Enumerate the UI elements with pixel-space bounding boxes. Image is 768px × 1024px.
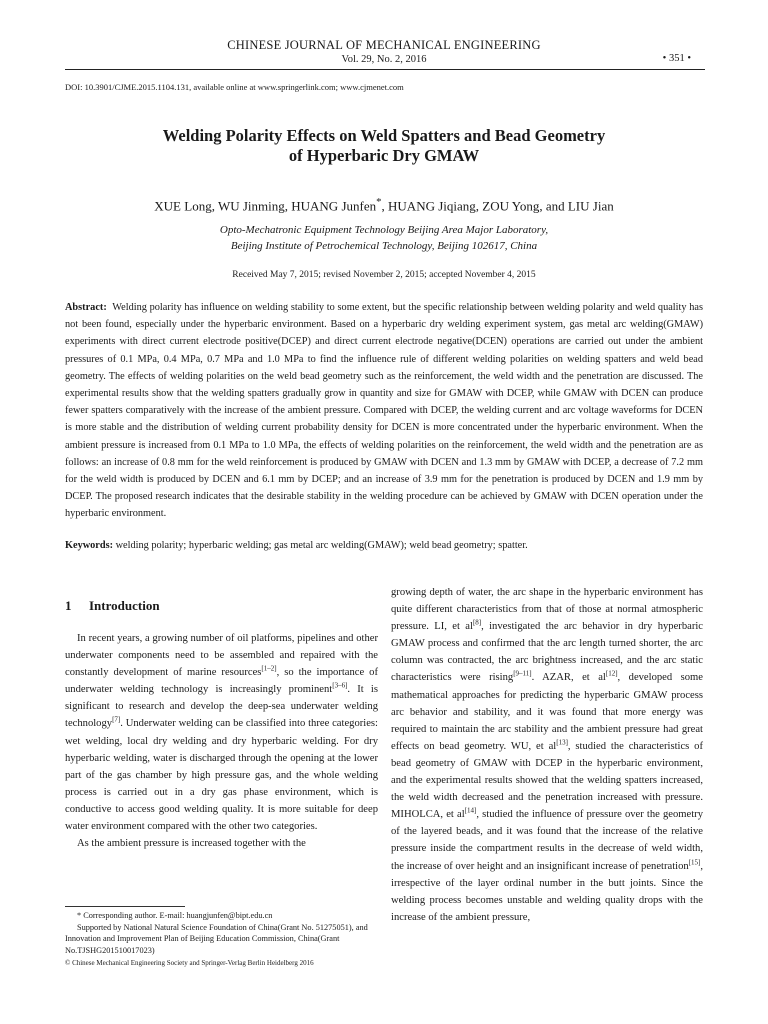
text-run: . It is significant to research and develop the deep-sea underwater welding technology bbox=[65, 684, 378, 730]
authors-part-1: XUE Long, WU Jinming, HUANG Junfen bbox=[154, 198, 377, 214]
affiliation-line-1: Opto-Mechatronic Equipment Technology Beijing Area Major Laboratory, bbox=[219, 224, 549, 236]
funding-note: Supported by National Natural Science Foundation of China(Grant No. 51275051), and Innovation and Improvement Plan of Beijing Education Commission, China(Grant No.TJSHG201510017023) bbox=[65, 922, 368, 955]
received-dates: Received May 7, 2015; revised November 2, 2015; accepted November 4, 2015 bbox=[232, 270, 536, 280]
citation-ref: [14] bbox=[464, 806, 477, 815]
citation-ref: [1–2] bbox=[261, 664, 277, 673]
left-column bbox=[65, 598, 378, 852]
keywords bbox=[65, 538, 703, 554]
corresponding-star: * bbox=[376, 196, 382, 208]
text-run: , so the importance of underwater welding technology is increasingly prominent bbox=[65, 667, 378, 696]
footnote-rule bbox=[65, 906, 185, 907]
text-run: , studied the influence of pressure over the geometry of the layered beads, and it was found that the increase of the relative pressure inside the compartment results in the decrease of weld width, the increase of over height and an insignificant increase of penetration bbox=[391, 809, 704, 872]
text-run: In recent years, a growing number of oil platforms, pipelines and other underwater components need to be assembled and repaired with the constantly development of marine resources bbox=[65, 633, 378, 679]
citation-ref: [12] bbox=[605, 669, 618, 678]
keywords-text: welding polarity; hyperbaric welding; gas metal arc welding(GMAW); weld bead geometry; spatter. bbox=[115, 540, 528, 551]
journal-name: CHINESE JOURNAL OF MECHANICAL ENGINEERING bbox=[227, 38, 541, 52]
author-list bbox=[0, 196, 768, 214]
abstract bbox=[65, 299, 703, 523]
section-heading-introduction bbox=[65, 598, 378, 614]
affiliation bbox=[0, 222, 768, 254]
intro-paragraph-1 bbox=[65, 630, 378, 835]
intro-paragraph-2-continued bbox=[391, 584, 703, 926]
citation-ref: [8] bbox=[472, 618, 482, 627]
doi-line: DOI: 10.3901/CJME.2015.1104.131, available online at www.springerlink.com; www.cjmenet.com bbox=[65, 82, 404, 92]
footnotes bbox=[65, 910, 378, 970]
citation-ref: [7] bbox=[112, 715, 121, 724]
text-run: , investigated the arc behavior in dry hyperbaric GMAW process and confirmed that the arc length turned shorter, the arc column was contracted, the arc brightness increased, and the arc static characteristics were rising bbox=[391, 621, 703, 684]
text-run: . AZAR, et al bbox=[531, 672, 606, 684]
affiliation-line-2: Beijing Institute of Petrochemical Technology, Beijing 102617, China bbox=[230, 240, 538, 252]
title-line-2: of Hyperbaric Dry GMAW bbox=[288, 146, 480, 165]
keywords-label: Keywords: bbox=[65, 540, 114, 551]
page-number: • 351 • bbox=[662, 53, 691, 64]
section-number: 1 bbox=[65, 598, 72, 613]
right-column bbox=[391, 584, 703, 926]
header-rule bbox=[65, 69, 705, 70]
citation-ref: [13] bbox=[556, 738, 568, 747]
text-run: . Underwater welding can be classified into three categories: wet welding, local dry welding and dry hyperbaric welding. For dry hyperbaric welding, water is discharged through the opening at the lower part of the gas chamber by high pressure gas, and the whole welding process is carried out in a dry gas phase environment, which is conductive to access good welding quality. It is more suitable for deep water environment compared with the other two categories. bbox=[65, 718, 378, 833]
intro-paragraph-2-start: As the ambient pressure is increased together with the bbox=[77, 838, 306, 850]
title-line-1: Welding Polarity Effects on Weld Spatters and Bead Geometry bbox=[162, 126, 606, 145]
paper-title bbox=[0, 126, 768, 166]
citation-ref: [15] bbox=[688, 857, 701, 866]
citation-ref: [3–6] bbox=[332, 681, 348, 690]
text-run: , developed some mathematical approaches for predicting the hyperbaric GMAW process arc behavior and stability, and it was found that more energy was required to maintain the arc stability and the ambient pressure had great effects on bead geometry. WU, et al bbox=[391, 672, 703, 752]
abstract-text: Welding polarity has influence on welding stability to some extent, but the specific relationship between welding polarity and weld quality has not been found, especially under the hyperbaric environment. Based on a hyperbaric dry welding experiment system, gas metal arc welding(GMAW) experiments with direct current electrode positive(DCEP) and direct current electrode negative(DCEN) operations are carried out under the ambient pressures of 0.1 MPa, 0.4 MPa, 0.7 MPa and 1.0 MPa to find the influence rule of different welding polarities on welding spatters and weld bead geometry. The effects of welding polarities on the weld bead geometry such as the reinforcement, the weld width and the penetration are discussed. The experimental results show that the welding spatters gradually grow in quantity and size for GMAW with DCEP, while GMAW with DCEN can produce fewer spatters comparatively with the increase of the ambient pressure. Compared with DCEP, the welding current and arc voltage waveforms for DCEN is more stable and the distribution of welding current probability density for DCEN is more concentrated under the hyperbaric environment. When the ambient pressure is increased from 0.1 MPa to 1.0 MPa, the effects of welding polarities on the reinforcement, the weld width and the penetration are as follows: an increase of 0.8 mm for the weld reinforcement is produced by GMAW with DCEN and 1.3 mm by GMAW with DCEP, a decrease of 7.2 mm for the weld width is produced by DCEN and 6.1 mm by DCEP; and an increase of 3.9 mm for the penetration is produced by DCEN and 1.9 mm by DCEP. The proposed research indicates that the desirable stability in the welding procedure can be achieved by GMAW with DCEN operation under the hyperbaric environment. bbox=[65, 302, 703, 520]
citation-ref: [9–11] bbox=[513, 669, 532, 678]
text-run: , irrespective of the layer ordinal number in the butt joints. Since the welding process becomes unstable and welding quality drops with the increase of the ambient pressure, bbox=[391, 860, 704, 923]
copyright-note: © Chinese Mechanical Engineering Society and Springer-Verlag Berlin Heidelberg 2016 bbox=[65, 959, 314, 967]
corresponding-author-note: * Corresponding author. E-mail: huangjunfen@bipt.edu.cn bbox=[77, 911, 273, 920]
volume-info: Vol. 29, No. 2, 2016 bbox=[341, 54, 427, 65]
abstract-label: Abstract: bbox=[65, 302, 107, 313]
authors-part-2: , HUANG Jiqiang, ZOU Yong, and LIU Jian bbox=[381, 198, 614, 214]
section-title: Introduction bbox=[89, 598, 160, 613]
text-run: growing depth of water, the arc shape in the hyperbaric environment has quite different characteristics from that of those at normal atmospheric pressure. LI, et al bbox=[391, 587, 703, 633]
text-run: , studied the characteristics of bead geometry of GMAW with DCEP in the hyperbaric environment, and the experimental results showed that the welding spatters increased, the weld width decreased and the penetration increased with pressure. MIHOLCA, et al bbox=[391, 740, 703, 821]
